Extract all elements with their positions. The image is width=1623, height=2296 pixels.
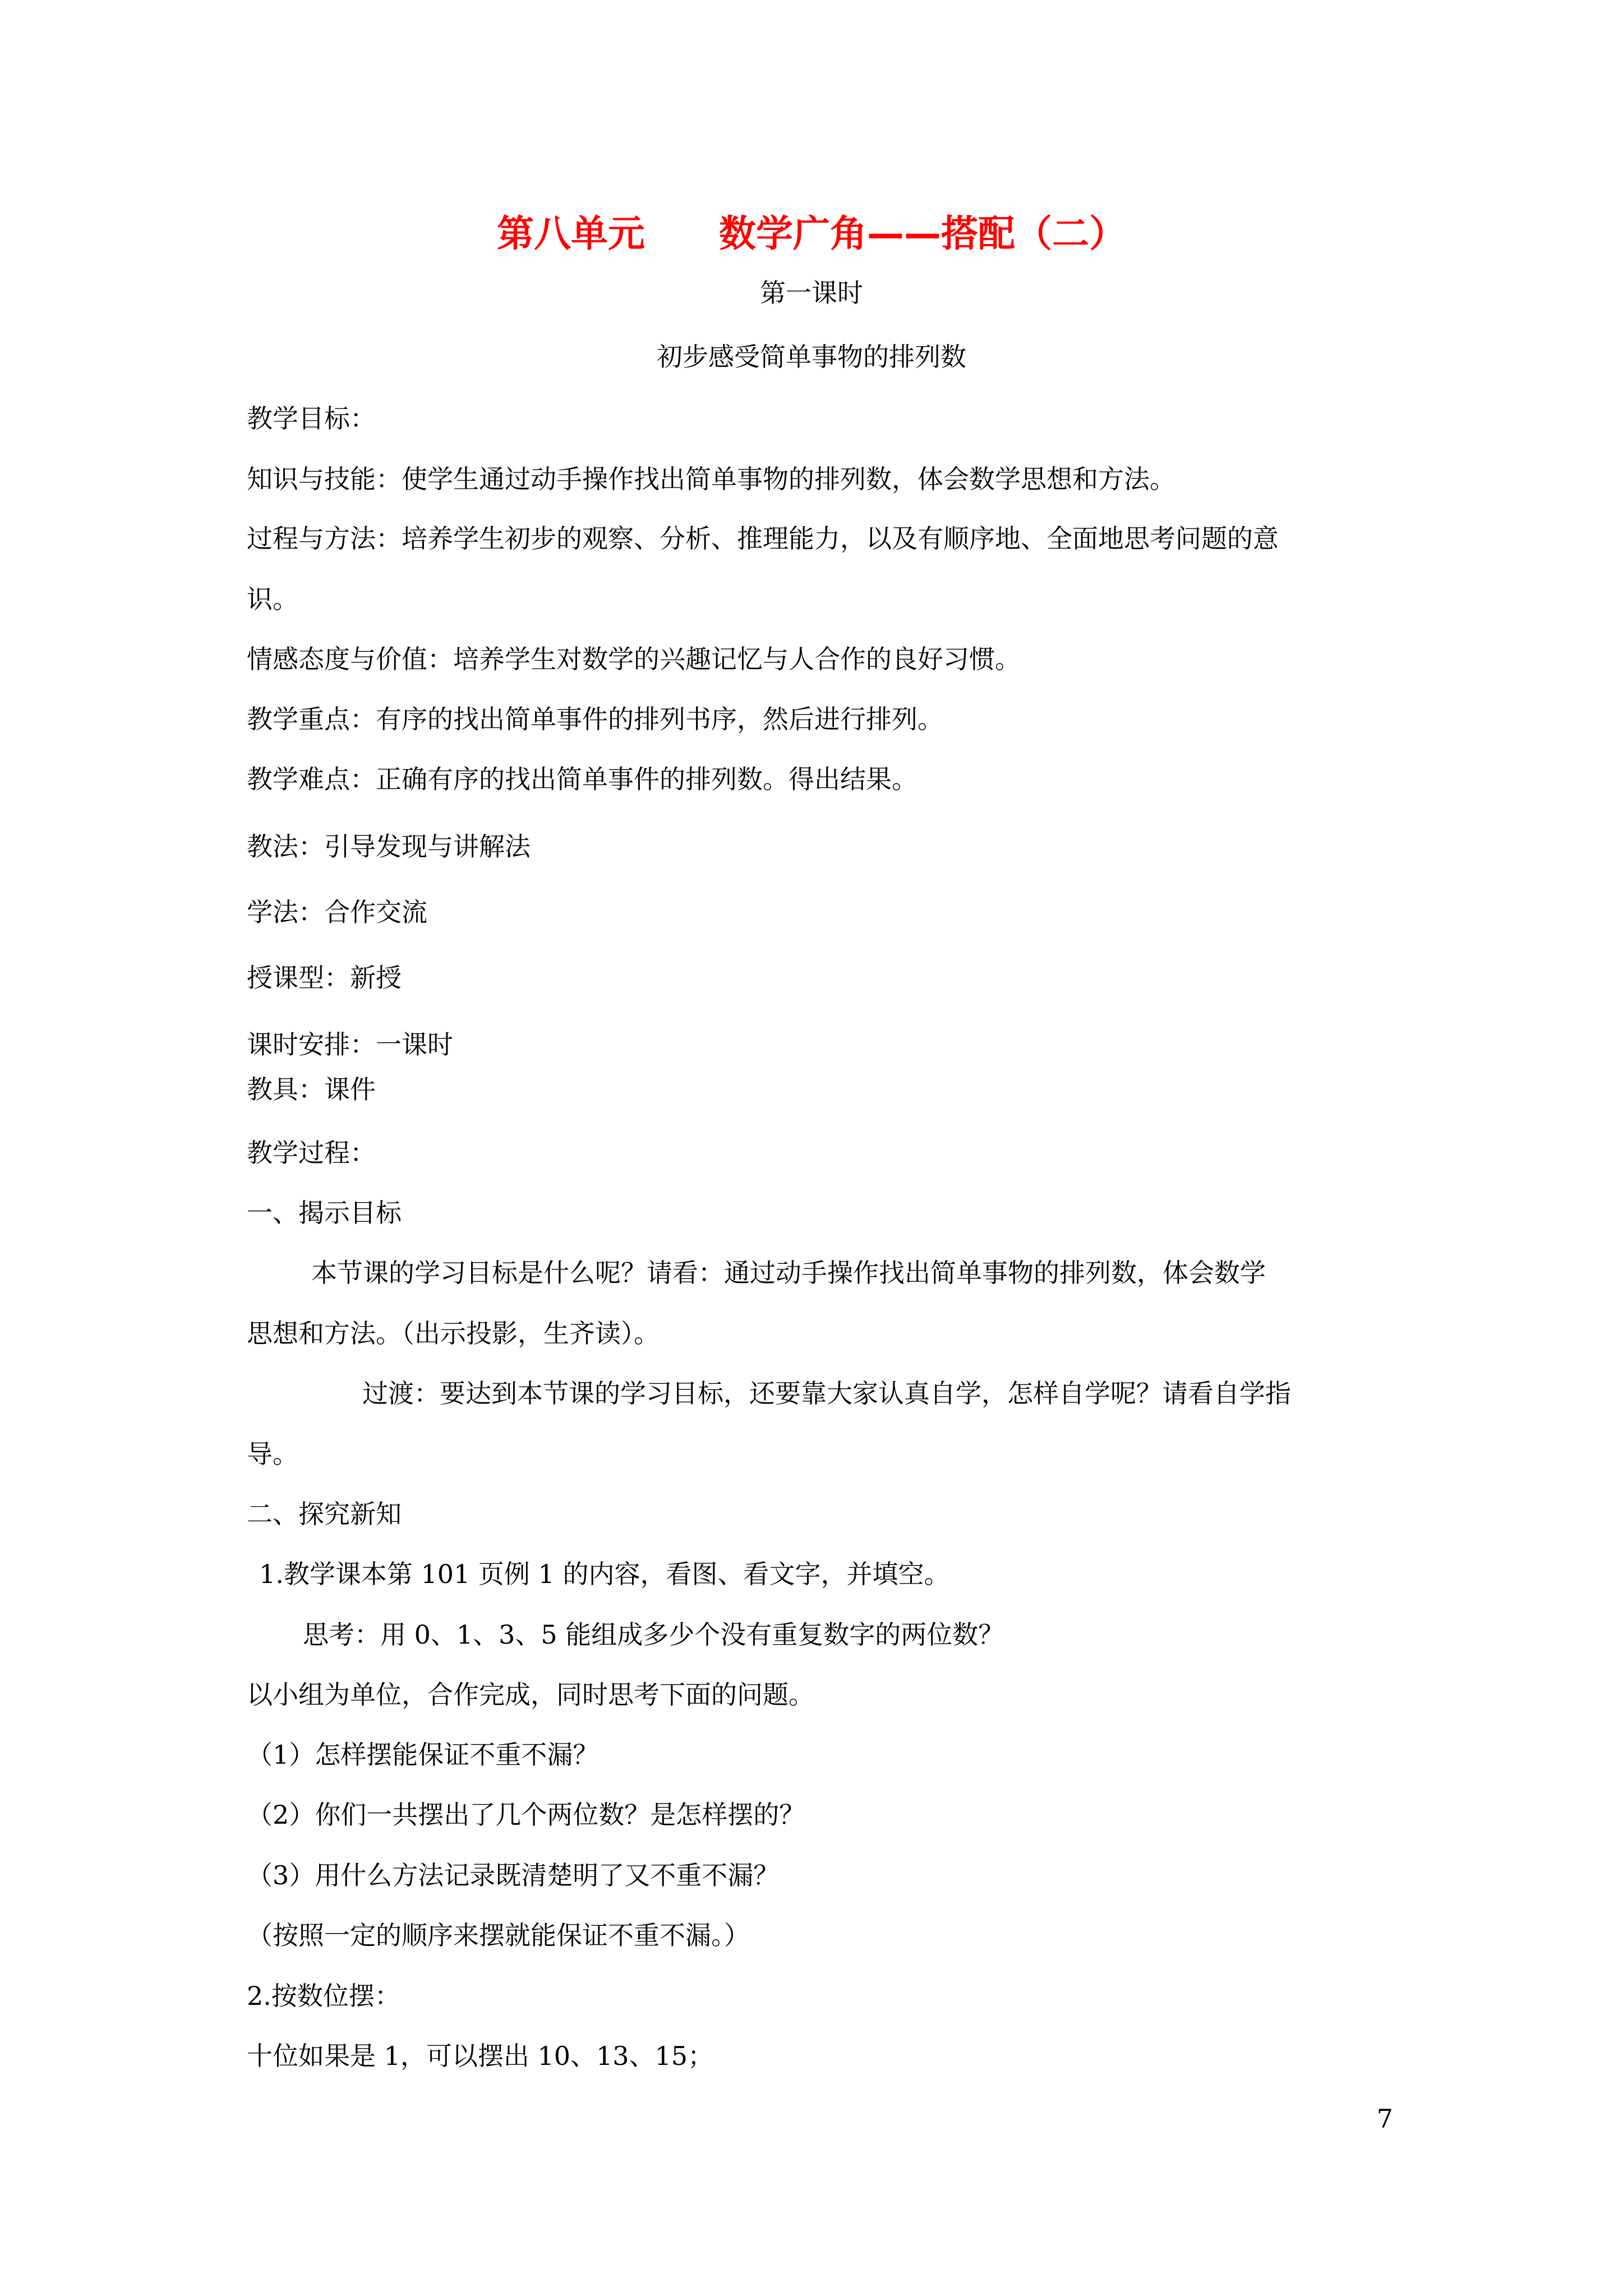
text-line: 2.按数位摆：	[247, 1981, 400, 2011]
text-line: 过渡：要达到本节课的学习目标，还要靠大家认真自学，怎样自学呢？请看自学指	[362, 1378, 1291, 1409]
page-number: 7	[1376, 2104, 1393, 2134]
text-line: 以小组为单位，合作完成，同时思考下面的问题。	[247, 1680, 814, 1710]
text-line: （2）你们一共摆出了几个两位数？是怎样摆的？	[247, 1800, 805, 1830]
text-line: 识。	[247, 584, 298, 614]
text-line: 授课型：新授	[247, 963, 402, 993]
text-line: 本节课的学习目标是什么呢？请看：通过动手操作找出简单事物的排列数，体会数学	[311, 1258, 1266, 1288]
text-line: 情感态度与价值：培养学生对数学的兴趣记忆与人合作的良好习惯。	[247, 644, 1021, 674]
text-line: 思考：用 0、1、3、5 能组成多少个没有重复数字的两位数？	[303, 1619, 1004, 1650]
text-line: 1.教学课本第 101 页例 1 的内容，看图、看文字，并填空。	[259, 1559, 950, 1589]
text-line: （1）怎样摆能保证不重不漏？	[247, 1740, 599, 1770]
lesson-period: 第一课时	[760, 278, 863, 308]
text-line: 教学过程：	[247, 1138, 376, 1168]
text-line: 教学难点：正确有序的找出简单事件的排列数。得出结果。	[247, 764, 917, 794]
text-line: 教法：引导发现与讲解法	[247, 831, 531, 862]
text-line: 课时安排：一课时	[247, 1029, 453, 1060]
text-line: 二、探究新知	[247, 1499, 402, 1529]
unit-title: 第八单元 数学广角——搭配（二）	[497, 212, 1126, 255]
lesson-topic: 初步感受简单事物的排列数	[657, 342, 966, 372]
text-line: （3）用什么方法记录既清楚明了又不重不漏？	[247, 1860, 780, 1890]
text-line: 十位如果是 1，可以摆出 10、13、15；	[247, 2041, 714, 2071]
text-line: 教学目标：	[247, 403, 376, 434]
text-line: 知识与技能：使学生通过动手操作找出简单事物的排列数，体会数学思想和方法。	[247, 464, 1175, 494]
text-line: 一、揭示目标	[247, 1198, 402, 1228]
text-line: 思想和方法。（出示投影，生齐读）。	[247, 1318, 660, 1349]
text-line: 教具：课件	[247, 1074, 376, 1105]
text-line: （按照一定的顺序来摆就能保证不重不漏。）	[247, 1920, 750, 1950]
text-line: 过程与方法：培养学生初步的观察、分析、推理能力，以及有顺序地、全面地思考问题的意	[247, 523, 1279, 554]
text-line: 学法：合作交流	[247, 897, 427, 927]
text-line: 导。	[247, 1439, 298, 1469]
text-line: 教学重点：有序的找出简单事件的排列书序，然后进行排列。	[247, 704, 943, 734]
